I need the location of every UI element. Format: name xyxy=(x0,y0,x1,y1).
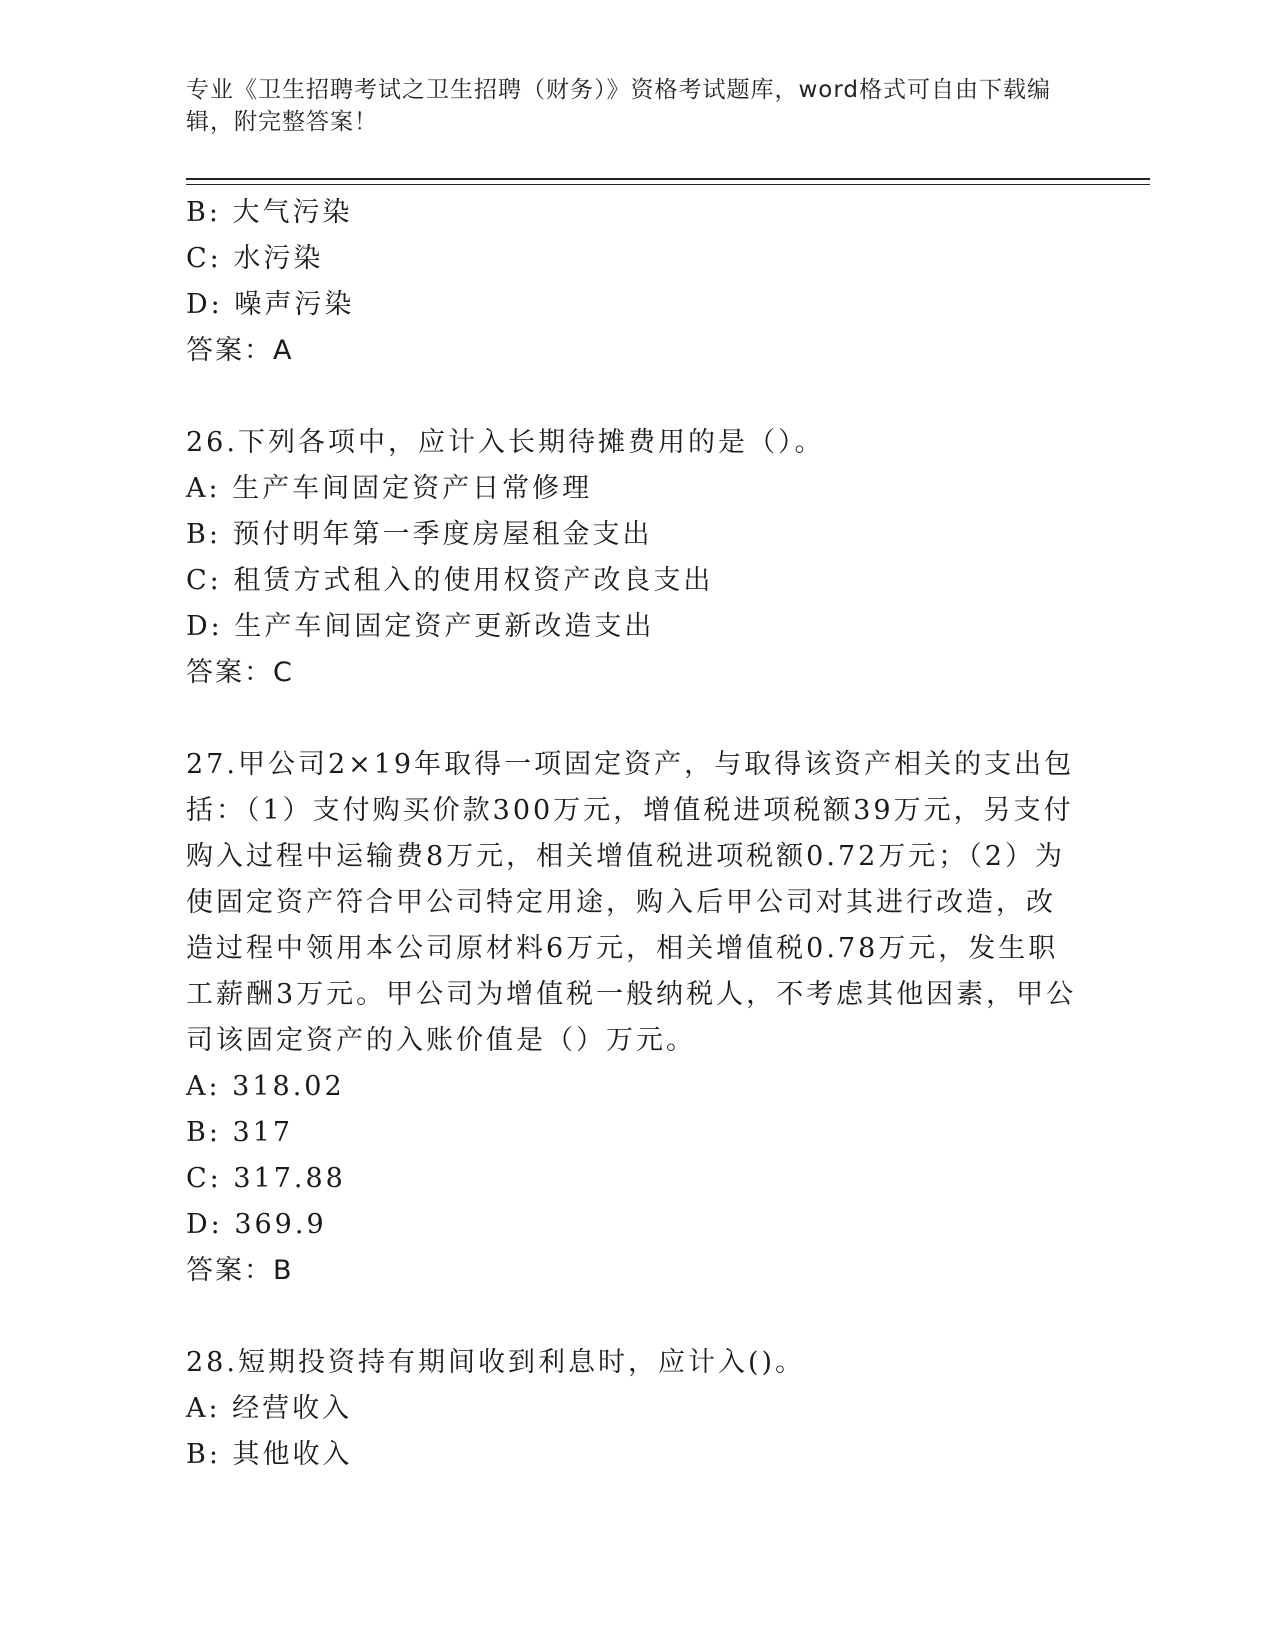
option-b: B: 大气污染 xyxy=(186,197,353,228)
option-b: B: 其他收入 xyxy=(186,1439,353,1470)
question-content xyxy=(186,190,1086,1478)
question-text: 27.甲公司2×19年取得一项固定资产，与取得该资产相关的支出包括：（1）支付购买价款300万元，增值税进项税额39万元，另支付购入过程中运输费8万元，相关增值税进项税额0.72万元；（2）为使固定资产符合甲公司特定用途，购入后甲公司对其进行改造，改造过程中领用本公司原材料6万元，相关增值税0.78万元，发生职工薪酬3万元。甲公司为增值税一般纳税人，不考虑其他因素，甲公司该固定资产的入账价值是（）万元。 xyxy=(186,749,1077,1056)
option-b: B: 317 xyxy=(186,1117,294,1148)
answer: 答案：C xyxy=(186,657,294,688)
option-c: C: 租赁方式租入的使用权资产改良支出 xyxy=(186,565,714,596)
question-text: 28.短期投资持有期间收到利息时，应计入()。 xyxy=(186,1347,806,1378)
option-d: D: 369.9 xyxy=(186,1209,327,1240)
question-28 xyxy=(186,1340,1086,1478)
option-d: D: 生产车间固定资产更新改造支出 xyxy=(186,611,655,642)
option-a: A: 生产车间固定资产日常修理 xyxy=(186,473,593,504)
option-d: D: 噪声污染 xyxy=(186,289,355,320)
document-header: 专业《卫生招聘考试之卫生招聘（财务）》资格考试题库，word格式可自由下载编辑，附完整答案！ xyxy=(186,77,1052,135)
header-divider xyxy=(186,178,1150,180)
option-b: B: 预付明年第一季度房屋租金支出 xyxy=(186,519,653,550)
header-divider-thin xyxy=(186,184,1150,185)
answer: 答案：B xyxy=(186,1255,294,1286)
question-27 xyxy=(186,742,1086,1294)
question-text: 26.下列各项中，应计入长期待摊费用的是（）。 xyxy=(186,427,825,458)
question-26 xyxy=(186,420,1086,696)
answer: 答案：A xyxy=(186,335,294,366)
option-c: C: 水污染 xyxy=(186,243,324,274)
option-c: C: 317.88 xyxy=(186,1163,346,1194)
question-25 xyxy=(186,190,1086,374)
option-a: A: 经营收入 xyxy=(186,1393,353,1424)
option-a: A: 318.02 xyxy=(186,1071,345,1102)
